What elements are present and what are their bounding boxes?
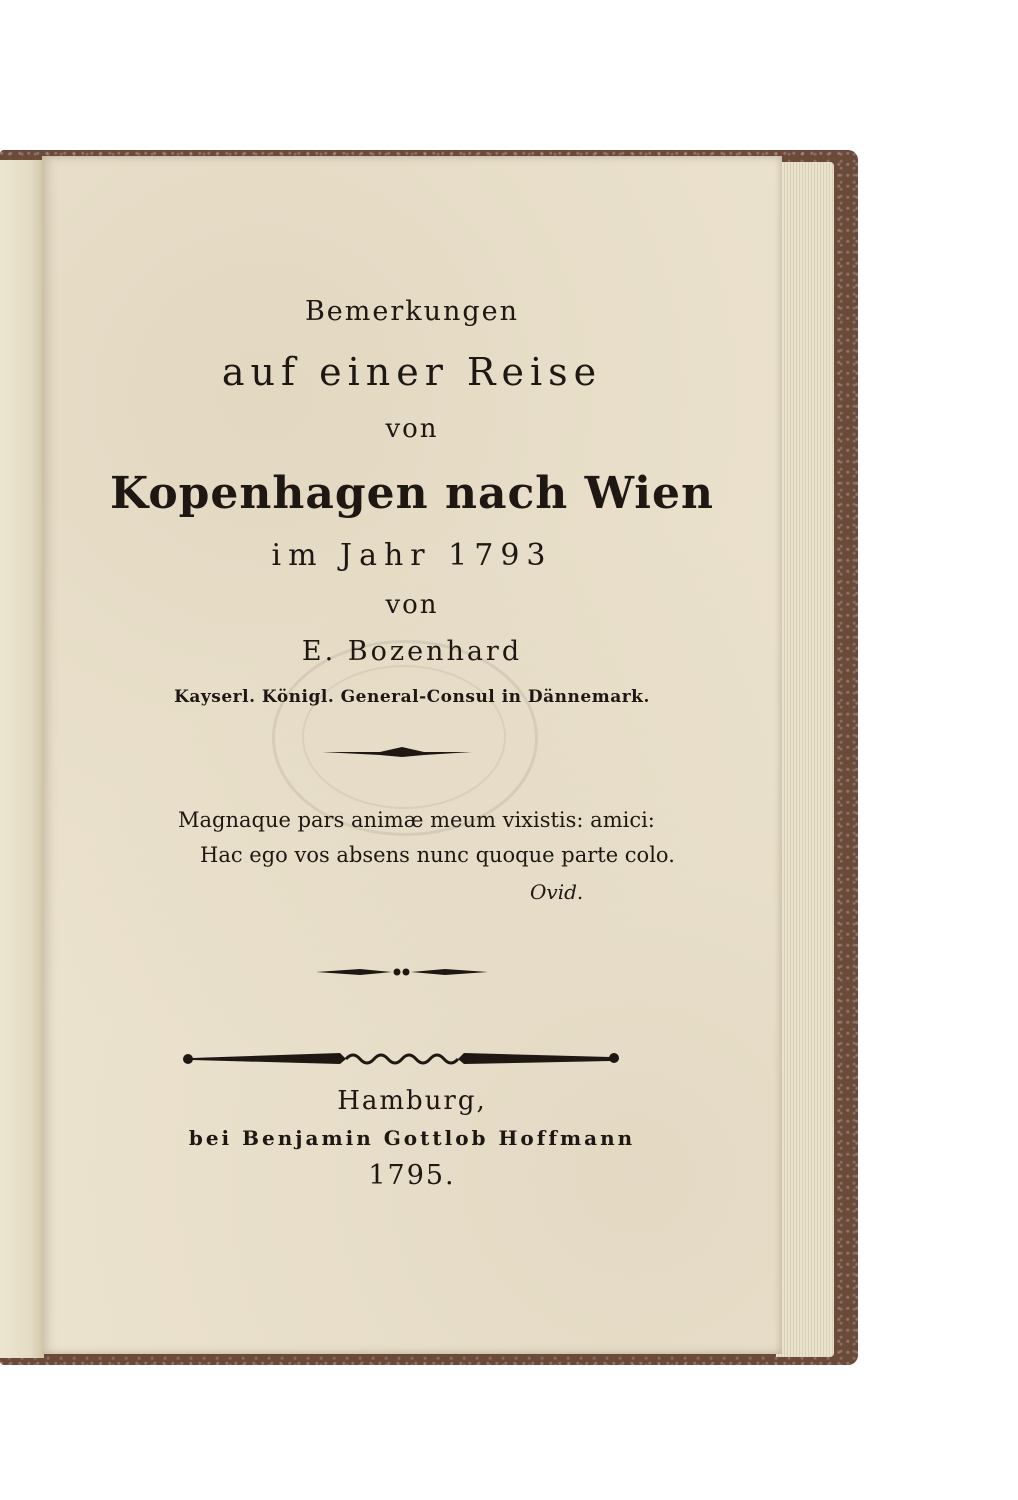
motto-line-1: Magnaque pars animæ meum vixistis: amici: [178,808,655,832]
imprint-city: Hamburg, [337,1086,487,1116]
author-office: Kayserl. Königl. General-Consul in Dännemark. [174,687,650,707]
author-name: E. Bozenhard [301,636,523,667]
rule-left [192,1053,346,1064]
title-line-3: von [385,414,439,444]
ornament-dot-2 [403,969,410,976]
motto-author: Ovid. [530,880,584,904]
title-main: Kopenhagen nach Wien [110,468,714,519]
title-line-1: Bemerkungen [304,296,520,327]
ornament-dot-1 [394,969,401,976]
rule-wave [346,1055,458,1063]
ornament-rule-1 [322,747,472,757]
title-by: von [385,590,439,620]
title-year: im Jahr 1793 [271,538,553,573]
rule-end-right [609,1053,619,1063]
motto-line-2: Hac ego vos absens nunc quoque parte colo. [200,843,675,867]
ornament-rule-2 [316,969,392,975]
imprint-year: 1795. [368,1160,456,1191]
rule-end-left [183,1054,193,1064]
rule-right [458,1053,610,1064]
ornament-rule-3 [411,969,488,975]
title-line-2: auf einer Reise [221,350,603,394]
imprint-publisher: bei Benjamin Gottlob Hoffmann [188,1126,636,1150]
